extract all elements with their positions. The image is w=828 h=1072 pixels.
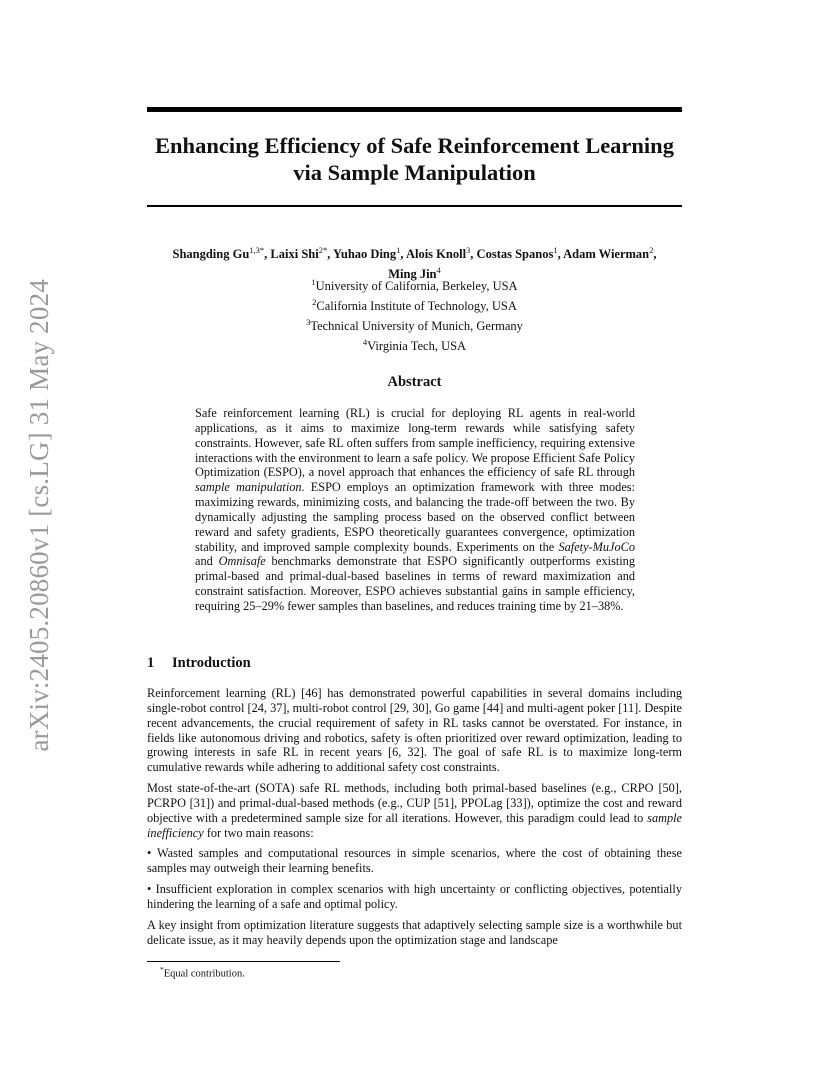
arxiv-stamp-text: arXiv:2405.20860v1 [cs.LG] 31 May 2024 bbox=[23, 278, 54, 752]
author: Ming Jin$^4$ bbox=[388, 265, 441, 282]
bullet-item: • Insufficient exploration in complex scenarios with high uncertainty or conflicting objectives, potentially hindering the learning of a safe and optimal policy. bbox=[147, 882, 682, 911]
author: Costas Spanos$^1$, bbox=[476, 245, 564, 262]
paragraph: Reinforcement learning (RL) [46] has demonstrated powerful capabilities in several domains including single-robot control [24, 37], multi-robot control [29, 30], Go game [44] and multi-agent poker [11]. Despite recent advancements, the crucial requirement of safety in RL tasks cannot be overstated. For instance, in fields like autonomous driving and robotics, safety is often prioritized over reward optimization, leading to growing interests in safe RL in recent years [6, 32]. The goal of safe RL is to maximize long-term cumulative rewards while adhering to additional safety cost constraints. bbox=[147, 686, 682, 775]
author: Yuhao Ding$^1$, bbox=[333, 245, 406, 262]
abstract-heading: Abstract bbox=[387, 374, 442, 390]
abstract-text: Safe reinforcement learning (RL) is crucial for deploying RL agents in real-world applications, as it aims to maximize long-term rewards while satisfying safety constraints. However, safe RL often suffers from sample inefficiency, requiring extensive interactions with the environment to learn a safe policy. We propose Efficient Safe Policy Optimization (ESPO), a novel approach that enhances the efficiency of safe RL through sample manipulation. ESPO employs an optimization framework with three modes: maximizing rewards, minimizing costs, and balancing the trade-off between the two. By dynamically adjusting the sampling process based on the observed conflict between reward and safety gradients, ESPO theoretically guarantees convergence, optimization stability, and improved sample complexity bounds. Experiments on the Safety-MuJoCo and Omnisafe benchmarks demonstrate that ESPO significantly outperforms existing primal-based and primal-dual-based baselines in terms of reward maximization and constraint satisfaction. Moreover, ESPO achieves substantial gains in sample efficiency, requiring 25–29% fewer samples than baselines, and reduces training time by 21–38%. bbox=[195, 406, 635, 613]
title-rule-top bbox=[147, 107, 682, 112]
paragraph: Most state-of-the-art (SOTA) safe RL methods, including both primal-based baselines (e.g., CRPO [50], PCRPO [31]) and primal-dual-based methods (e.g., CUP [51], PPOLag [33]), optimize the cost and reward objective with a predetermined sample size for all iterations. However, this paradigm could lead to sample inefficiency for two main reasons: bbox=[147, 781, 682, 840]
author: Laixi Shi$^{2*}$, bbox=[270, 245, 334, 262]
affiliation: $^3$Technical University of Munich, Germany bbox=[306, 317, 523, 334]
author: Alois Knoll$^3$, bbox=[405, 245, 477, 262]
title-line-2: via Sample Manipulation bbox=[293, 160, 536, 185]
affiliation: $^2$California Institute of Technology, USA bbox=[312, 297, 517, 314]
section-heading bbox=[147, 655, 682, 672]
author: Adam Wierman$^2$, bbox=[563, 245, 657, 262]
title-line-1: Enhancing Efficiency of Safe Reinforcement Learning bbox=[155, 133, 674, 158]
section-title: Introduction bbox=[172, 655, 251, 671]
paragraph: A key insight from optimization literature suggests that adaptively selecting sample size is a worthwhile but delicate issue, as it may heavily depends upon the optimization stage and landscape bbox=[147, 917, 682, 947]
affiliations bbox=[147, 274, 682, 355]
affiliation: $^4$Virginia Tech, USA bbox=[362, 337, 467, 354]
section-number: 1 bbox=[147, 655, 155, 671]
footnote: *Equal contribution. bbox=[160, 965, 245, 980]
footnote-rule bbox=[147, 961, 340, 962]
introduction-body bbox=[147, 686, 682, 954]
paper-title bbox=[147, 132, 682, 186]
bullet-item: • Wasted samples and computational resources in simple scenarios, where the cost of obtaining these samples may outweigh their learning benefits. bbox=[147, 846, 682, 876]
affiliation: $^1$University of California, Berkeley, USA bbox=[311, 277, 518, 294]
author: Shangding $Gu^{1,3*}$, bbox=[172, 245, 271, 262]
title-rule-bottom bbox=[147, 205, 682, 207]
arxiv-stamp bbox=[22, 280, 56, 750]
